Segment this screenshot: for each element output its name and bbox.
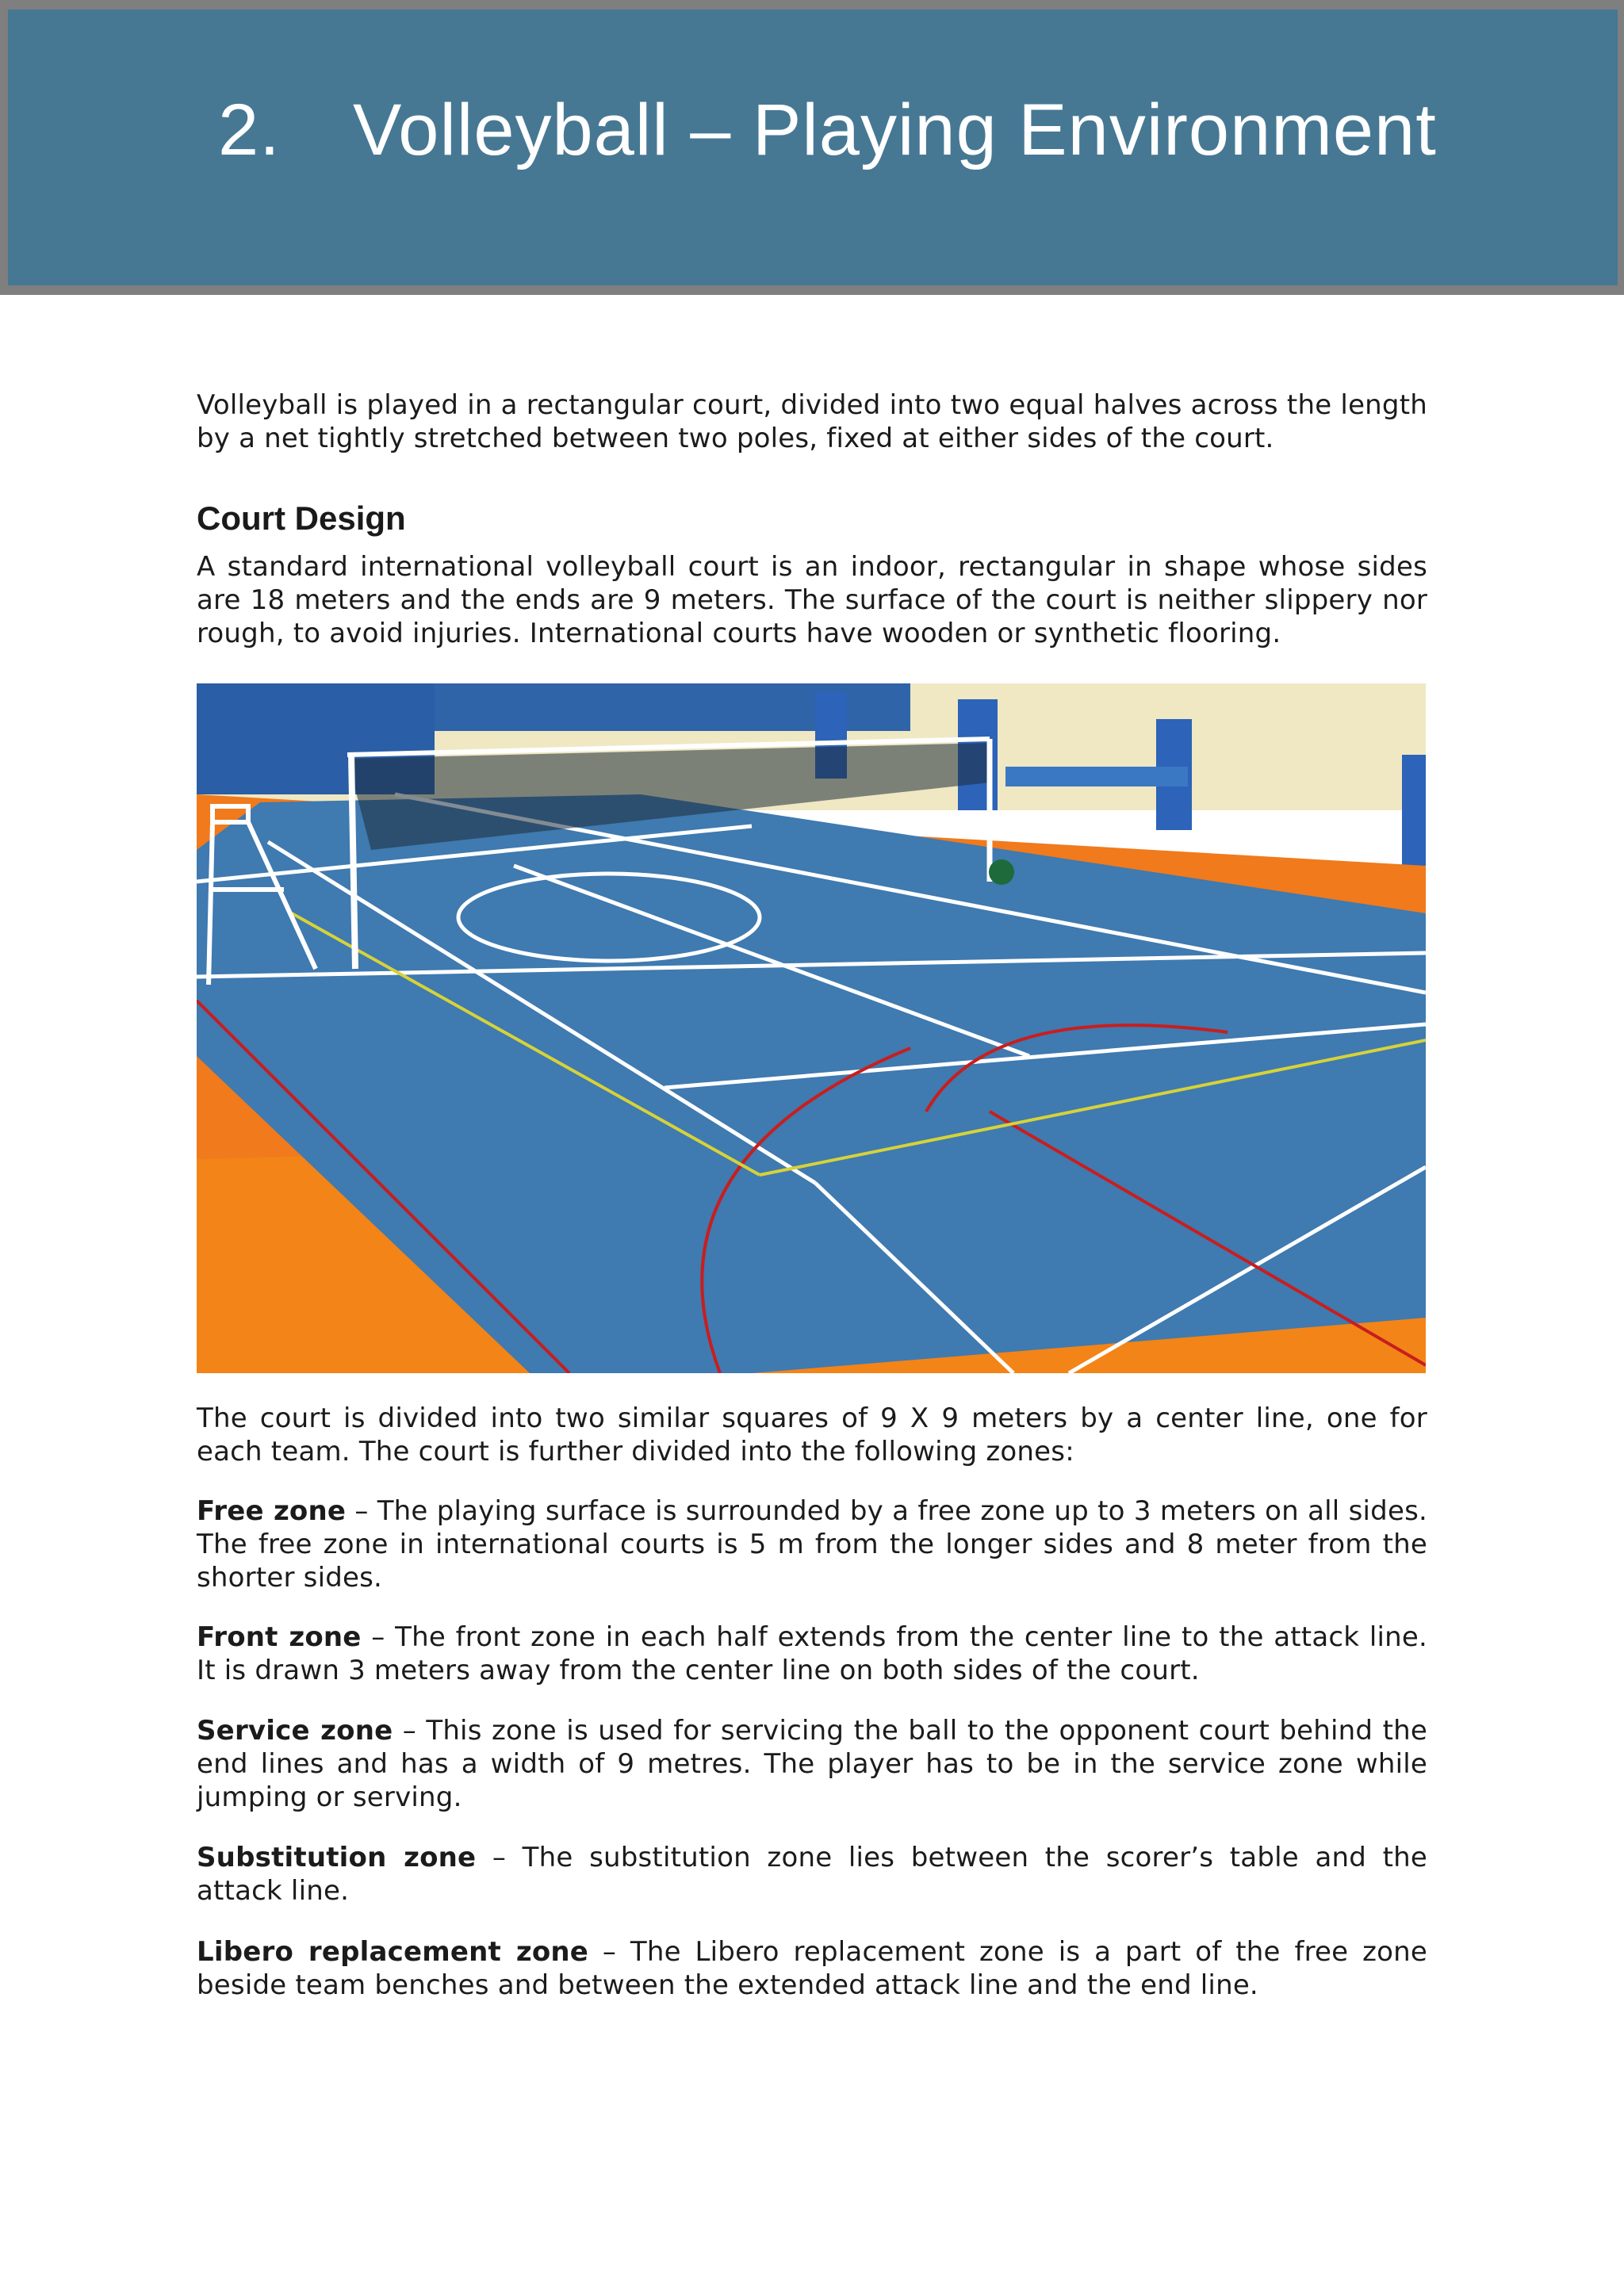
zone-name: Substitution zone: [197, 1842, 477, 1873]
wall-pad: [1402, 755, 1426, 866]
zone-name: Free zone: [197, 1495, 347, 1527]
zone-paragraph: [197, 1714, 1427, 1814]
zone-description: – The substitution zone lies between the scorer’s table and the attack line.: [197, 1842, 1427, 1907]
intro-paragraph: Volleyball is played in a rectangular court, divided into two equal halves across the length by a net tightly stretched between two poles, fixed at either sides of the court.: [197, 389, 1427, 454]
chapter-number: 2.: [218, 90, 281, 170]
chapter-banner-panel: [8, 10, 1618, 285]
zone-description: – The front zone in each half extends from the center line to the attack line. It is drawn 3 meters away from the center line on both sides of the court.: [197, 1621, 1427, 1686]
zone-service: [197, 1714, 1427, 1814]
zone-paragraph: [197, 1841, 1427, 1908]
zone-free: [197, 1494, 1427, 1594]
zone-substitution: [197, 1841, 1427, 1908]
chapter-banner: [0, 0, 1624, 295]
court-design-heading: Court Design: [197, 499, 406, 537]
chapter-title-text: Volleyball – Playing Environment: [353, 90, 1437, 170]
division-paragraph: The court is divided into two similar squares of 9 X 9 meters by a center line, one for each team. The court is further divided into the following zones:: [197, 1402, 1427, 1468]
zone-name: Service zone: [197, 1715, 393, 1747]
zone-description: – The playing surface is surrounded by a free zone up to 3 meters on all sides. The free zone in international courts is 5 m from the longer sides and 8 meter from the shorter sides.: [197, 1495, 1427, 1594]
zone-paragraph: [197, 1494, 1427, 1594]
division-section: [197, 1402, 1427, 1468]
zone-description: – The Libero replacement zone is a part of the free zone beside team benches and between the extended attack line and the end line.: [197, 1936, 1428, 2001]
volleyball-court-photo: [197, 683, 1426, 1373]
court-design-section: [197, 499, 1427, 650]
net-pole: [351, 755, 355, 969]
zone-front: [197, 1621, 1427, 1687]
court-illustration: [197, 683, 1426, 1373]
zone-libero: [197, 1935, 1427, 2002]
page-content: [197, 388, 1427, 455]
zone-paragraph: [197, 1935, 1427, 2002]
zone-paragraph: [197, 1621, 1427, 1687]
team-bench-icon: [1005, 767, 1188, 786]
volleyball-ball-icon: [989, 859, 1014, 885]
zone-description: – This zone is used for servicing the ball to the opponent court behind the end lines and has a width of 9 metres. The player has to be in the service zone while jumping or serving.: [197, 1715, 1427, 1813]
chapter-title: [218, 89, 1437, 172]
zone-name: Libero replacement zone: [197, 1936, 589, 1968]
zone-name: Front zone: [197, 1621, 362, 1653]
court-design-paragraph: A standard international volleyball court is an indoor, rectangular in shape whose sides are 18 meters and the ends are 9 meters. The surface of the court is neither slippery nor rough, to avoid injuries. International courts have wooden or synthetic flooring.: [197, 551, 1427, 649]
